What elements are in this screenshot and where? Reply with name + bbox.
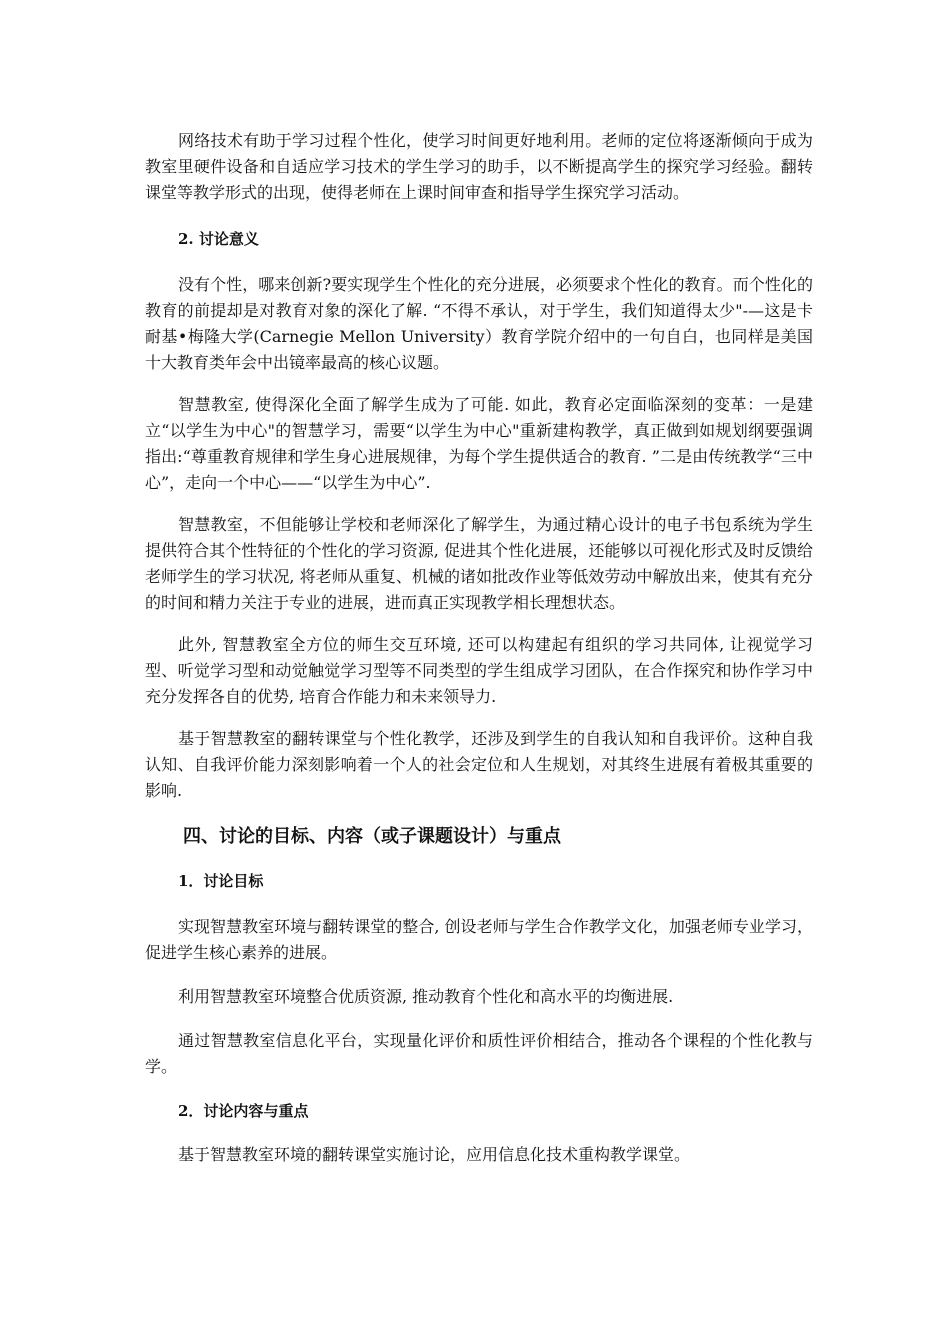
paragraph-interaction-environment: 此外, 智慧教室全方位的师生交互环境, 还可以构建起有组织的学习共同体, 让视觉学习型、听觉学习型和动觉触觉学习型等不同类型的学生组成学习团队，在合作探究和协作学习中充分发挥各自的优势, 培育合作能力和未来领导力. <box>145 635 813 706</box>
heading-discussion-content: 2．讨论内容与重点 <box>178 1102 309 1120</box>
paragraph-individuality: 没有个性，哪来创新?要实现学生个性化的充分进展，必须要求个性化的教育。而个性化的教育的前提却是对教育对象的深化了解. “不得不承认，对于学生，我们知道得太少"-—这是卡耐基•梅隆大学(Carnegie Mellon University）教育学院介绍中的一句自白，也同样是美国十大教育类年会中出镜率最高的核心议题。 <box>145 275 813 372</box>
paragraph-goal-evaluation: 通过智慧教室信息化平台，实现量化评价和质性评价相结合，推动各个课程的个性化教与学。 <box>145 1031 813 1076</box>
paragraph-smart-classroom-understanding: 智慧教室, 使得深化全面了解学生成为了可能. 如此，教育必定面临深刻的变革：一是建立“以学生为中心"的智慧学习，需要“以学生为中心"重新建构教学，真正做到如规划纲要强调指出:“尊重教育规律和学生身心进展规律，为每个学生提供适合的教育. ”二是由传统教学“三中心”，走向一个中心——“以学生为中心”. <box>145 395 813 492</box>
paragraph-self-evaluation: 基于智慧教室的翻转课堂与个性化教学，还涉及到学生的自我认知和自我评价。这种自我认知、自我评价能力深刻影响着一个人的社会定位和人生规划，对其终生进展有着极其重要的影响. <box>145 729 813 800</box>
paragraph-smart-classroom-resources: 智慧教室，不但能够让学校和老师深化了解学生，为通过精心设计的电子书包系统为学生提供符合其个性特征的个性化的学习资源, 促进其个性化进展，还能够以可视化形式及时反馈给老师学生的学习状况, 将老师从重复、机械的诸如批改作业等低效劳动中解放出来，使其有充分的时间和精力关注于专业的进展，进而真正实现教学相长理想状态。 <box>145 515 813 612</box>
document-page <box>145 128 813 1168</box>
heading-section-four: 四、讨论的目标、内容（或子课题设计）与重点 <box>183 826 561 847</box>
paragraph-goal-resources: 利用智慧教室环境整合优质资源, 推动教育个性化和高水平的均衡进展. <box>178 987 674 1006</box>
heading-discussion-goal: 1．讨论目标 <box>178 872 264 890</box>
paragraph-network-tech: 网络技术有助于学习过程个性化，使学习时间更好地利用。老师的定位将逐渐倾向于成为教室里硬件设备和自适应学习技术的学生学习的助手，以不断提高学生的探究学习经验。翻转课堂等教学形式的出现，使得老师在上课时间审查和指导学生探究学习活动。 <box>145 131 813 202</box>
heading-discussion-meaning: 2. 讨论意义 <box>178 230 259 248</box>
paragraph-goal-integration: 实现智慧教室环境与翻转课堂的整合, 创设老师与学生合作教学文化，加强老师专业学习，促进学生核心素养的进展。 <box>145 917 813 962</box>
paragraph-content-implementation: 基于智慧教室环境的翻转课堂实施讨论，应用信息化技术重构教学课堂。 <box>178 1145 691 1164</box>
